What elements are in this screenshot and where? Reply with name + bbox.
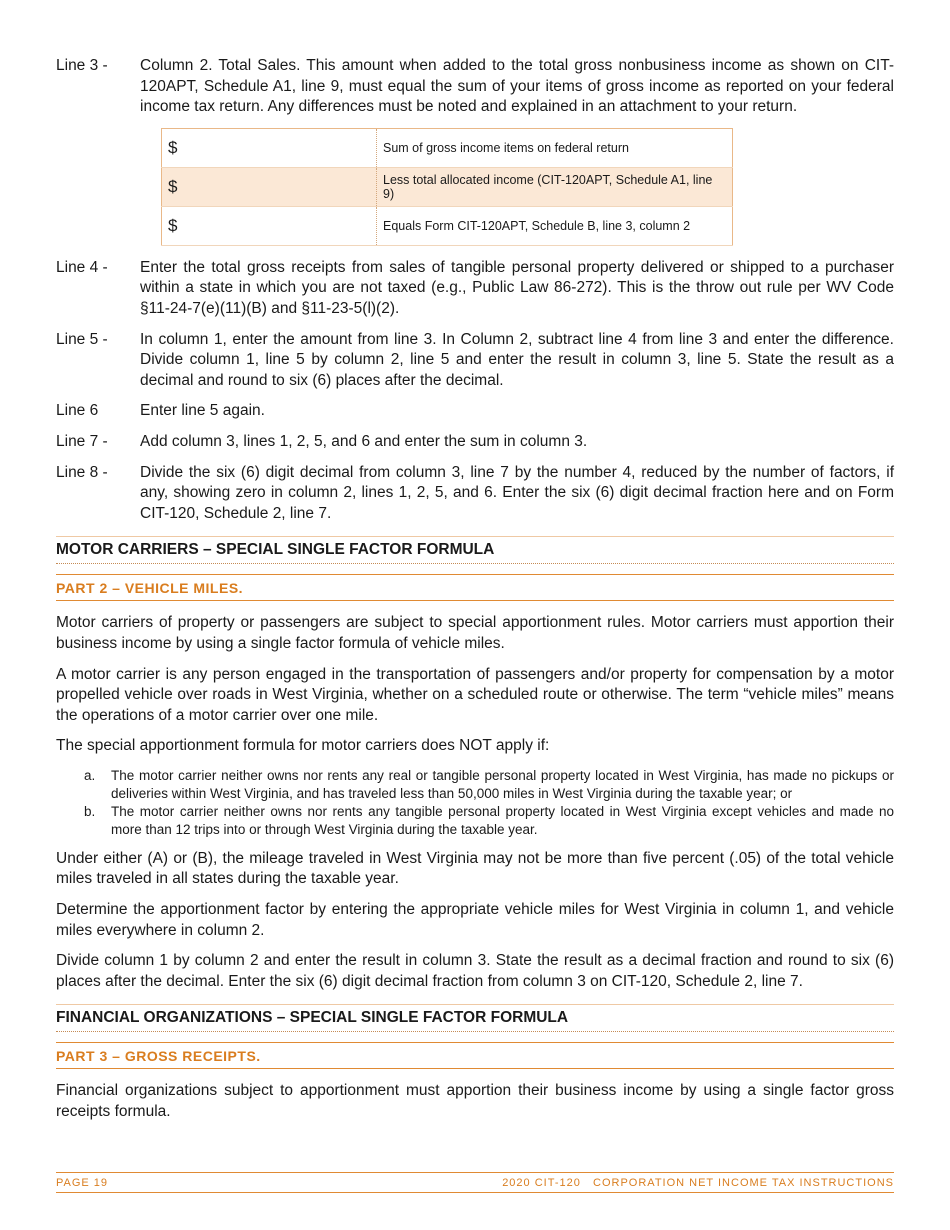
line-label: Line 4 -	[56, 258, 108, 276]
line-text: Add column 3, lines 1, 2, 5, and 6 and enter the sum in column 3.	[140, 432, 588, 450]
line-text: Enter the total gross receipts from sales of tangible personal property delivered or shipped to a purchaser within a state in which you are not taxed (e.g., Public Law 86-272). This is the throw out rule per WV Code §11-24-7(e)(11)(B) and §11-23-5(l)(2).	[140, 258, 894, 317]
paragraph: Determine the apportionment factor by entering the appropriate vehicle miles for West Virginia in column 1, and vehicle miles everywhere in column 2.	[56, 901, 894, 939]
line-text: Divide the six (6) digit decimal from column 3, line 7 by the number 4, reduced by the number of factors, if any, showing zero in column 2, lines 1, 2, 5, and 6. Enter the six (6) digit decimal fraction here and on Form CIT-120, Schedule 2, line 7.	[140, 463, 894, 522]
paragraph: Under either (A) or (B), the mileage traveled in West Virginia may not be more than five percent (.05) of the total vehicle miles traveled in all states during the taxable year.	[56, 849, 894, 888]
line-3-instruction	[56, 56, 894, 118]
line-label: Line 6	[56, 402, 99, 420]
table-row	[162, 167, 733, 206]
financial-organizations-heading: FINANCIAL ORGANIZATIONS – SPECIAL SINGLE FACTOR FORMULA	[56, 1004, 894, 1032]
line-4-instruction	[56, 258, 894, 320]
dollar-cell: $	[162, 206, 377, 245]
paragraph: The special apportionment formula for motor carriers does NOT apply if:	[56, 737, 550, 755]
table-row	[162, 206, 733, 245]
dollar-cell: $	[162, 128, 377, 167]
list-item	[56, 767, 894, 803]
line-label: Line 7 -	[56, 432, 108, 450]
table-row	[162, 128, 733, 167]
list-item	[56, 803, 894, 839]
line-label: Line 3 -	[56, 57, 108, 74]
list-marker: b.	[84, 803, 96, 819]
list-marker: a.	[84, 767, 96, 783]
line-6-instruction	[56, 401, 894, 422]
line-label: Line 8 -	[56, 463, 108, 481]
line-text: Column 2. Total Sales. This amount when added to the total gross nonbusiness income as shown on CIT-120APT, Schedule A1, line 9, must equal the sum of your items of gross income as reported on your federal income tax return. Any differences must be noted and explained in an attachment to your return.	[140, 57, 894, 116]
description-cell: Equals Form CIT-120APT, Schedule B, line 3, column 2	[377, 206, 733, 245]
line-text: In column 1, enter the amount from line 3. In Column 2, subtract line 4 from line 3 and enter the difference. Divide column 1, line 5 by column 2, line 5 and enter the result in column 3, line 5. State the result as a decimal and round to six (6) places after the decimal.	[140, 330, 894, 389]
exemption-list	[56, 767, 894, 839]
document-title: 2020 CIT-120 CORPORATION NET INCOME TAX INSTRUCTIONS	[502, 1177, 894, 1189]
part-3-heading: PART 3 – GROSS RECEIPTS.	[56, 1042, 894, 1069]
calculation-table	[161, 128, 733, 246]
line-8-instruction	[56, 463, 894, 525]
part-2-heading: PART 2 – VEHICLE MILES.	[56, 574, 894, 601]
list-text: The motor carrier neither owns nor rents any tangible personal property located in West Virginia except vehicles and made no more than 12 trips into or through West Virginia during the taxable year.	[111, 803, 894, 837]
paragraph: Financial organizations subject to apportionment must apportion their business income by using a single factor gross receipts formula.	[56, 1082, 894, 1121]
description-cell: Sum of gross income items on federal return	[377, 128, 733, 167]
motor-carriers-heading: MOTOR CARRIERS – SPECIAL SINGLE FACTOR FORMULA	[56, 536, 894, 564]
page-footer	[56, 1172, 894, 1193]
document-page	[56, 56, 894, 1133]
line-label: Line 5 -	[56, 330, 108, 348]
dollar-cell: $	[162, 167, 377, 206]
line-text: Enter line 5 again.	[140, 402, 265, 420]
line-7-instruction	[56, 432, 894, 453]
description-cell: Less total allocated income (CIT-120APT, Schedule A1, line 9)	[377, 167, 733, 206]
page-number: PAGE 19	[56, 1177, 109, 1189]
paragraph: Divide column 1 by column 2 and enter the result in column 3. State the result as a decimal fraction and round to six (6) places after the decimal. Enter the six (6) digit decimal fraction from column 3 on CIT-120, Schedule 2, line 7.	[56, 952, 894, 990]
paragraph: A motor carrier is any person engaged in the transportation of passengers and/or property for compensation by a motor propelled vehicle over roads in West Virginia, whether on a scheduled route or otherwise. The term “vehicle miles” means the operations of a motor carrier over one mile.	[56, 665, 894, 724]
list-text: The motor carrier neither owns nor rents any real or tangible personal property located in West Virginia, has made no pickups or deliveries within West Virginia, and has traveled less than 50,000 miles in West Virginia during the taxable year; or	[111, 767, 894, 801]
paragraph: Motor carriers of property or passengers are subject to special apportionment rules. Motor carriers must apportion their business income by using a single factor formula of vehicle miles.	[56, 614, 894, 652]
line-5-instruction	[56, 330, 894, 392]
